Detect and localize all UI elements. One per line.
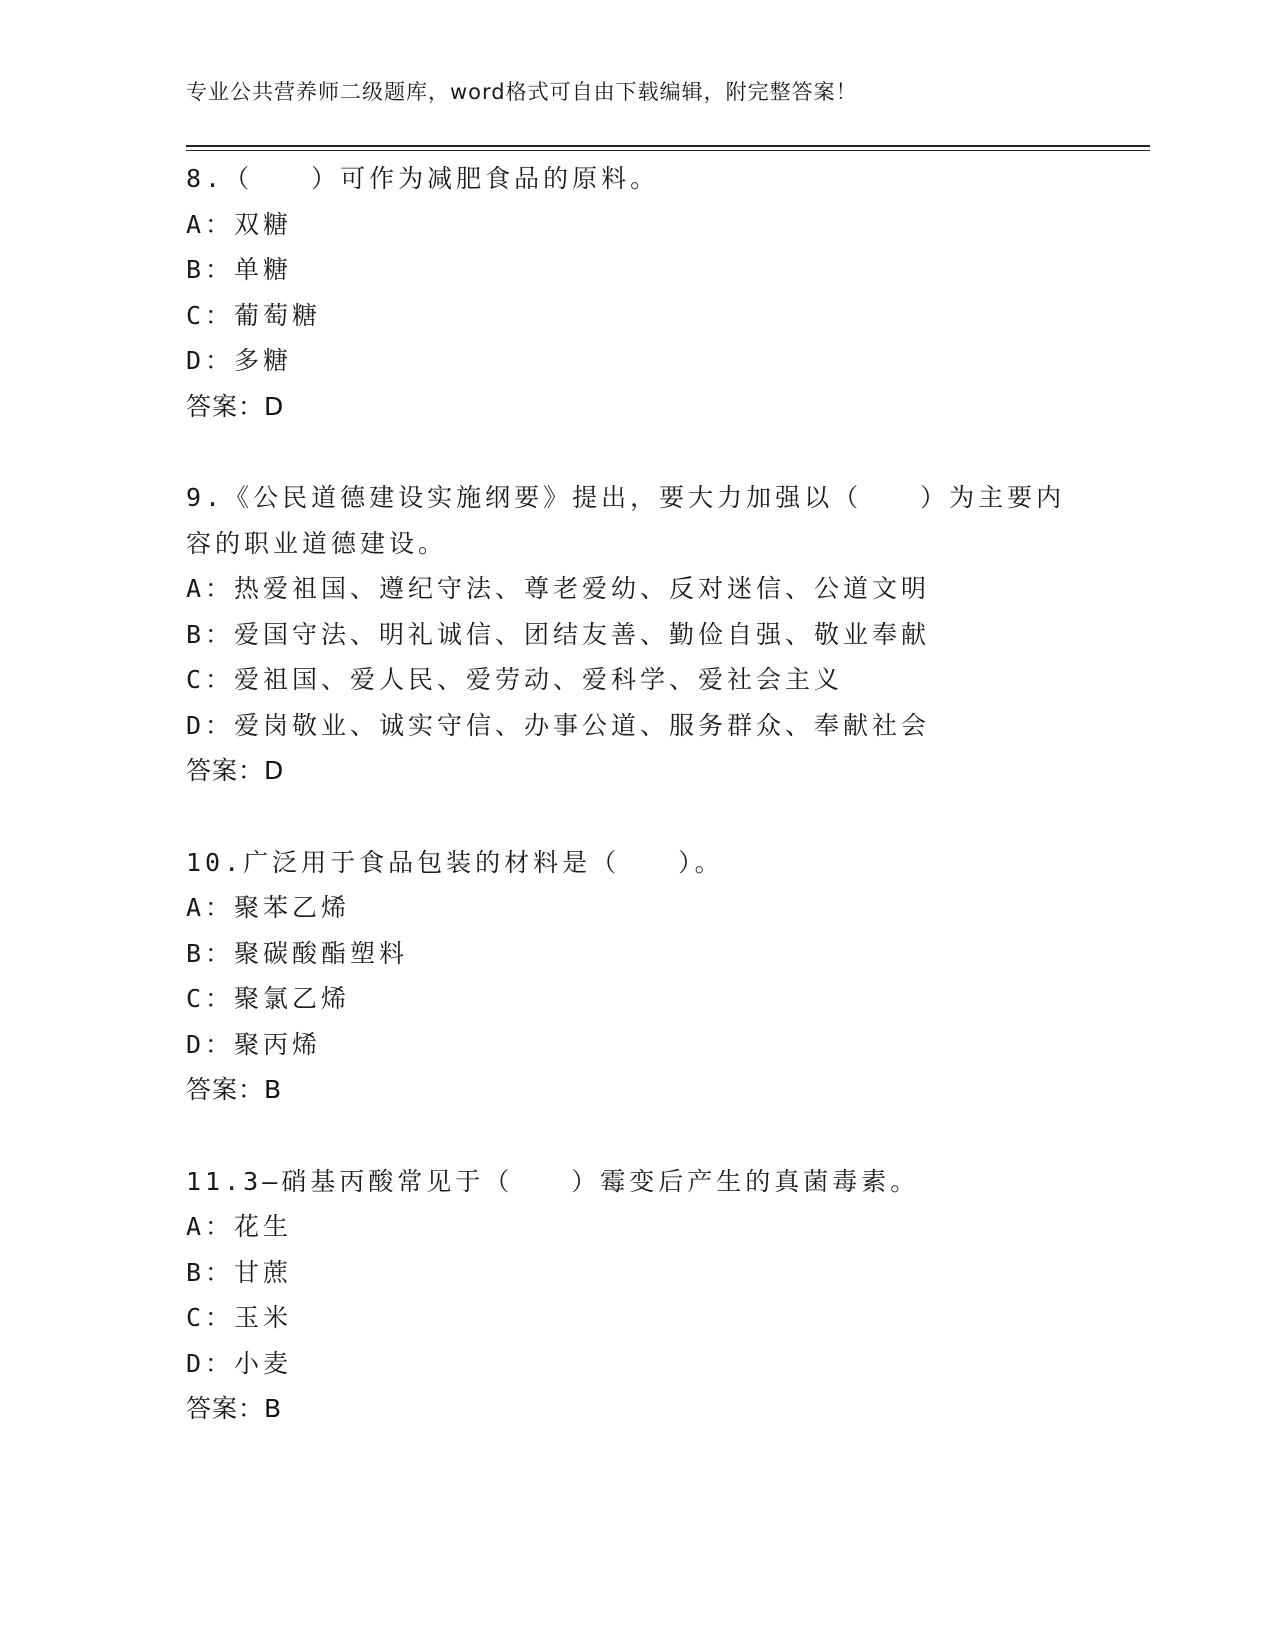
option-a: A：聚苯乙烯 xyxy=(186,893,351,922)
answer-line: 答案：D xyxy=(186,391,285,421)
question-8 xyxy=(186,156,1086,429)
question-10 xyxy=(186,840,1086,1113)
option-d: D：聚丙烯 xyxy=(186,1029,322,1059)
option-a: A：花生 xyxy=(186,1212,293,1241)
option-b: B：聚碳酸酯塑料 xyxy=(186,938,409,968)
question-9 xyxy=(186,475,1086,794)
option-a: A：双糖 xyxy=(186,209,293,239)
option-d: D：小麦 xyxy=(186,1348,293,1378)
option-b: B：爱国守法、明礼诚信、团结友善、勤俭自强、敬业奉献 xyxy=(186,619,931,649)
option-b: B：甘蔗 xyxy=(186,1257,293,1287)
answer-line: 答案：D xyxy=(186,756,285,785)
question-stem: 10.广泛用于食品包装的材料是（ ）。 xyxy=(186,847,724,877)
question-stem-continued: 容的职业道德建设。 xyxy=(186,528,448,558)
header-rule-thin xyxy=(186,150,1150,151)
answer-line: 答案：B xyxy=(186,1394,283,1423)
option-a: A：热爱祖国、遵纪守法、尊老爱幼、反对迷信、公道文明 xyxy=(186,574,931,603)
page-header: 专业公共营养师二级题库，word格式可自由下载编辑，附完整答案！ xyxy=(186,80,858,104)
question-stem: 8.（ ）可作为减肥食品的原料。 xyxy=(186,164,660,193)
option-c: C：葡萄糖 xyxy=(186,300,322,330)
option-d: D：爱岗敬业、诚实守信、办事公道、服务群众、奉献社会 xyxy=(186,710,931,740)
question-list xyxy=(186,156,1086,1478)
option-d: D：多糖 xyxy=(186,346,293,375)
option-c: C：聚氯乙烯 xyxy=(186,984,351,1013)
option-c: C：爱祖国、爱人民、爱劳动、爱科学、爱社会主义 xyxy=(186,665,844,694)
header-rule-thick xyxy=(186,145,1150,147)
question-11 xyxy=(186,1159,1086,1432)
option-c: C：玉米 xyxy=(186,1303,293,1332)
answer-line: 答案：B xyxy=(186,1075,283,1104)
question-stem: 11.3—硝基丙酸常见于（ ）霉变后产生的真菌毒素。 xyxy=(186,1166,920,1196)
question-stem: 9.《公民道德建设实施纲要》提出，要大力加强以（ ）为主要内 xyxy=(186,483,1066,512)
option-b: B：单糖 xyxy=(186,255,293,284)
